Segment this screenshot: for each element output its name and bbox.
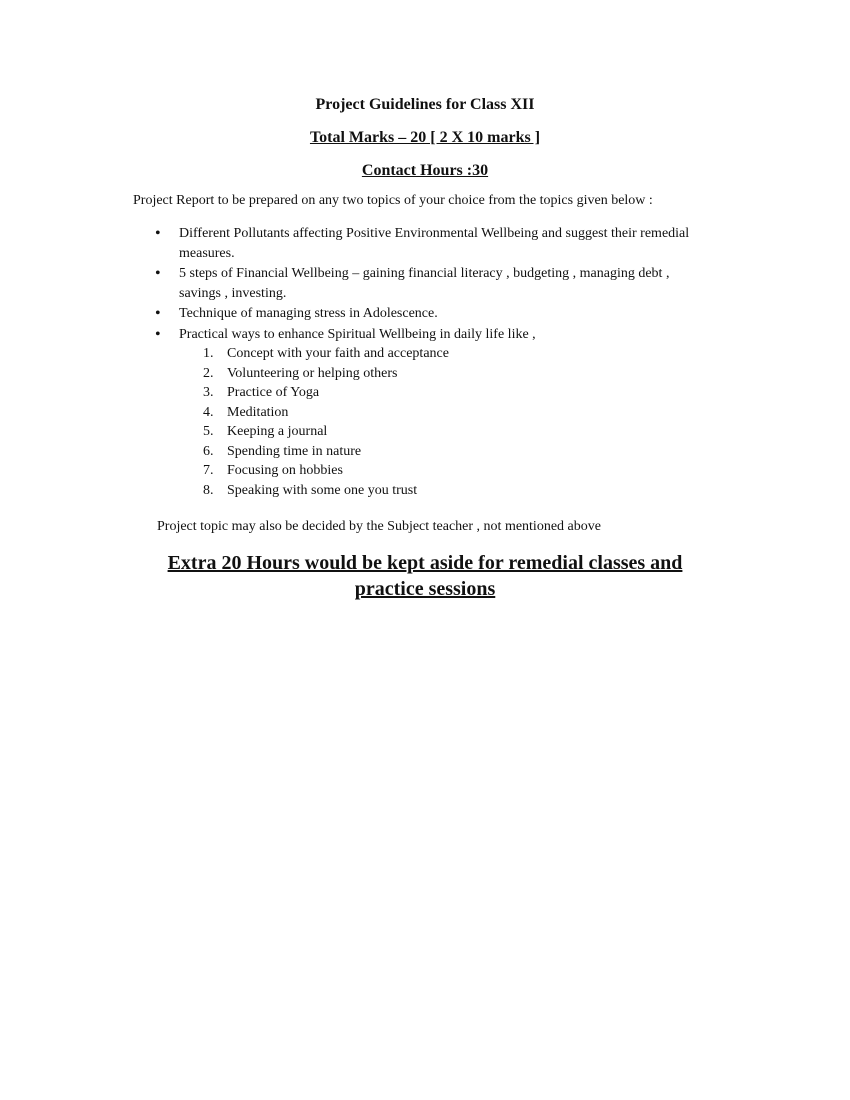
topic-list: [133, 224, 713, 500]
topic-text: Technique of managing stress in Adolescence.: [179, 306, 438, 321]
spiritual-ways-list: [179, 344, 713, 500]
item-number: 6.: [203, 443, 214, 459]
item-number: 1.: [203, 346, 214, 361]
item-number: 7.: [203, 463, 214, 478]
intro-text: Project Report to be prepared on any two topics of your choice from the topics given below :: [133, 193, 653, 208]
total-marks-heading: Total Marks – 20 [ 2 X 10 marks ]: [309, 129, 541, 146]
topic-text: Practical ways to enhance Spiritual Wellbeing in daily life like ,: [179, 326, 536, 342]
item-text: Speaking with some one you trust: [227, 482, 418, 498]
topic-item: [133, 264, 713, 303]
item-text: Concept with your faith and acceptance: [227, 346, 449, 361]
item-number: 3.: [203, 385, 214, 400]
item-text: Spending time in nature: [227, 443, 362, 459]
contact-hours-heading: Contact Hours :30: [361, 162, 489, 179]
topic-item: [133, 325, 713, 501]
list-item: [179, 481, 713, 501]
topic-item: [133, 224, 713, 263]
document-title: Project Guidelines for Class XII: [315, 96, 535, 113]
list-item: [179, 383, 713, 403]
item-text: Volunteering or helping others: [227, 365, 398, 381]
item-number: 4.: [203, 404, 214, 420]
list-item: [179, 461, 713, 481]
topic-text: Different Pollutants affecting Positive Environmental Wellbeing and suggest their remedial measures.: [179, 226, 690, 261]
list-item: [179, 344, 713, 364]
list-item: [179, 364, 713, 384]
item-number: 8.: [203, 482, 214, 498]
list-item: [179, 442, 713, 462]
list-item: [179, 403, 713, 423]
item-text: Focusing on hobbies: [227, 463, 343, 478]
item-number: 2.: [203, 365, 214, 381]
subject-teacher-note: Project topic may also be decided by the Subject teacher , not mentioned above: [157, 519, 601, 534]
list-item: [179, 422, 713, 442]
item-text: Keeping a journal: [227, 424, 328, 439]
item-text: Practice of Yoga: [227, 385, 320, 400]
topic-item: [133, 304, 713, 324]
topic-text: 5 steps of Financial Wellbeing – gaining financial literacy , budgeting , managing debt , savings , investing.: [179, 266, 670, 301]
item-number: 5.: [203, 424, 214, 439]
item-text: Meditation: [227, 404, 289, 420]
extra-hours-notice: Extra 20 Hours would be kept aside for remedial classes and practice sessions: [167, 552, 683, 600]
